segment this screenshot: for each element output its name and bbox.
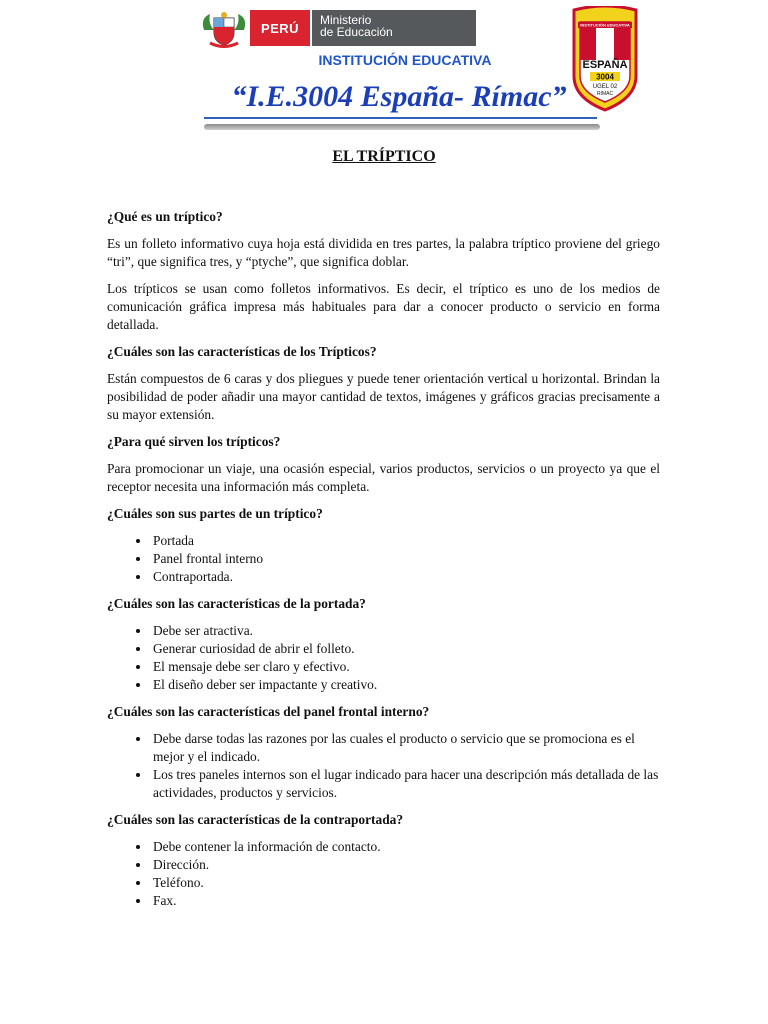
institution-label: INSTITUCIÓN EDUCATIVA — [318, 52, 492, 68]
list-item: • El diseño deber ser impactante y creativo. — [151, 676, 660, 694]
paragraph: Para promocionar un viaje, una ocasión especial, varios productos, servicios o un proyecto ya que el receptor necesita una información más completa. — [107, 461, 660, 494]
bullet-list — [107, 838, 660, 910]
crest-number: 3004 — [596, 72, 614, 82]
list-item: • Portada — [151, 532, 660, 550]
section-question: ¿Cuáles son las características del panel frontal interno? — [107, 704, 430, 719]
title-underline — [204, 117, 597, 119]
paragraph: Los trípticos se usan como folletos informativos. Es decir, el tríptico es uno de los medios de comunicación gráfica impresa más habituales para dar a conocer producto o servicio en forma detallada. — [107, 281, 660, 332]
document-title: EL TRÍPTICO — [332, 148, 436, 165]
list-item: • Dirección. — [151, 856, 660, 874]
section-question: ¿Qué es un tríptico? — [107, 209, 223, 224]
section-question: ¿Cuáles son sus partes de un tríptico? — [107, 506, 323, 521]
list-item: • Debe contener la información de contacto. — [151, 838, 660, 856]
ministry-label — [312, 10, 476, 46]
list-item: • Debe darse todas las razones por las cuales el producto o servicio que se promociona es el mejor y el indicado. — [151, 730, 660, 766]
list-item: • El mensaje debe ser claro y efectivo. — [151, 658, 660, 676]
list-item: • Teléfono. — [151, 874, 660, 892]
list-item: • Debe ser atractiva. — [151, 622, 660, 640]
ministry-line2: de Educación — [320, 25, 393, 39]
document-body — [107, 208, 660, 919]
list-item: • Generar curiosidad de abrir el folleto. — [151, 640, 660, 658]
school-title: “I.E.3004 España- Rímac” — [231, 80, 567, 113]
list-item: • Contraportada. — [151, 568, 660, 586]
bullet-list — [107, 730, 660, 802]
title-shadow-bar — [204, 124, 600, 130]
peru-label: PERÚ — [250, 10, 310, 46]
bullet-list — [107, 622, 660, 694]
ministry-line1: Ministerio — [320, 13, 372, 27]
paragraph: Es un folleto informativo cuya hoja está dividida en tres partes, la palabra tríptico proviene del griego “tri”, que significa tres, y “ptyche”, que significa doblar. — [107, 236, 660, 269]
national-coat-of-arms-icon — [200, 10, 248, 48]
crest-name: ESPAÑA — [582, 59, 628, 71]
school-crest-icon — [568, 6, 642, 112]
list-item: • Fax. — [151, 892, 660, 910]
bullet-list — [107, 532, 660, 586]
section-question: ¿Cuáles son las características de la portada? — [107, 596, 366, 611]
crest-district: RIMAC — [596, 91, 614, 97]
letterhead — [0, 0, 768, 140]
section-question: ¿Cuáles son las características de la contraportada? — [107, 812, 404, 827]
section-question: ¿Para qué sirven los trípticos? — [107, 434, 281, 449]
crest-banner: INSTITUCIÓN EDUCATIVA — [580, 22, 630, 28]
list-item: • Los tres paneles internos son el lugar indicado para hacer una descripción más detallada de las actividades, productos y servicios. — [151, 766, 660, 802]
paragraph: Están compuestos de 6 caras y dos pliegues y puede tener orientación vertical u horizontal. Brindan la posibilidad de poder añadir una mayor cantidad de textos, imágenes y gráficos gracias precisamente a su mayor extensión. — [107, 371, 660, 422]
list-item: • Panel frontal interno — [151, 550, 660, 568]
section-question: ¿Cuáles son las características de los Trípticos? — [107, 344, 377, 359]
crest-ugel: UGEL 02 — [592, 84, 618, 90]
